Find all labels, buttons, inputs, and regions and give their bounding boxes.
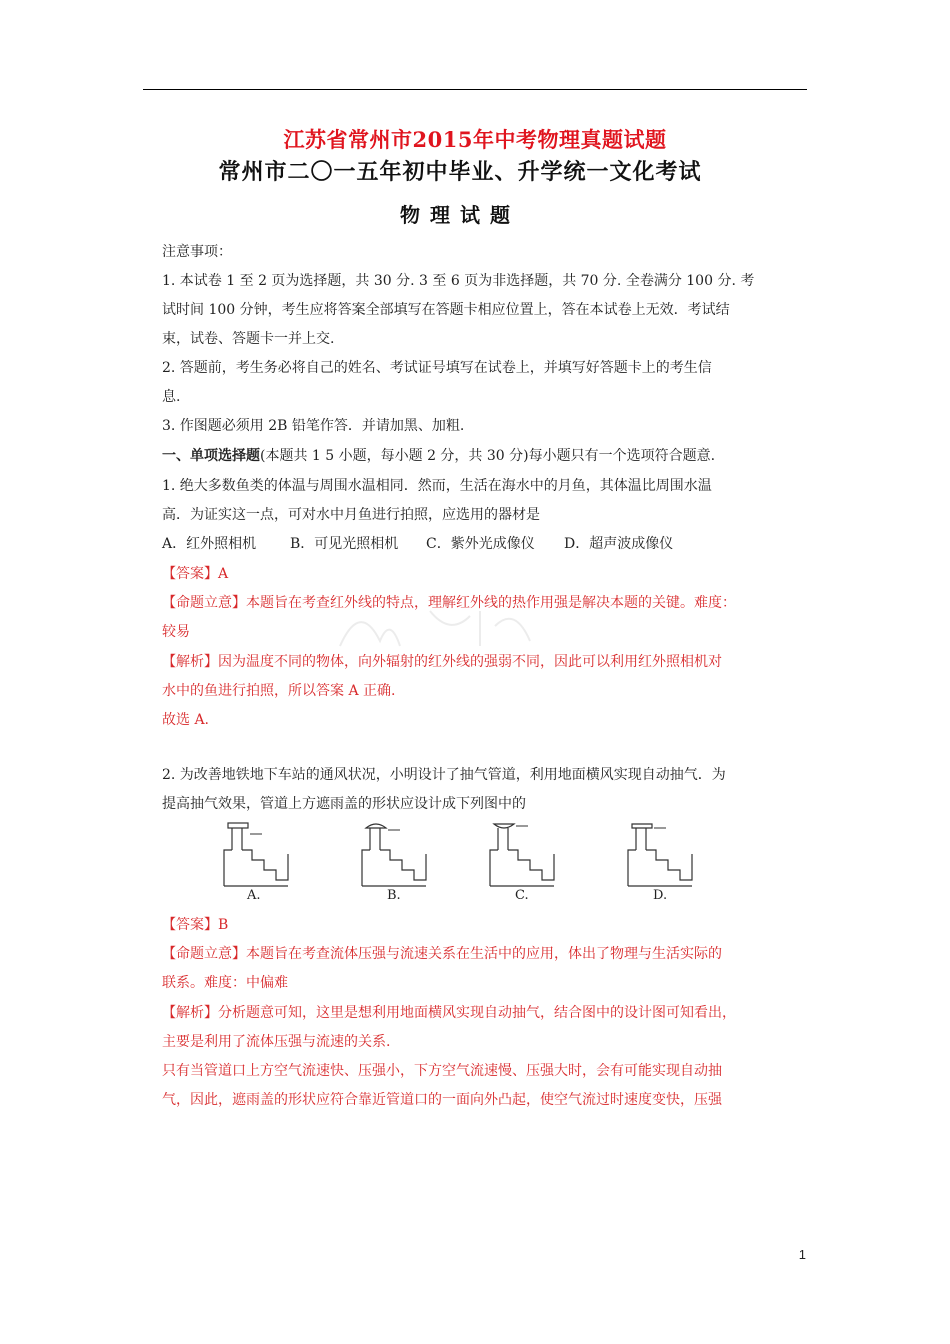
notice-line: 3. 作图题必须用 2B 铅笔作答．并请加黑、加粗. <box>162 418 465 434</box>
figure-a <box>222 820 292 888</box>
header-rule <box>143 89 807 90</box>
watermark-logo <box>330 596 570 656</box>
page-number: 1 <box>798 1247 806 1262</box>
figure-d <box>626 820 696 888</box>
page-title: 江苏省常州市2015年中考物理真题试题 <box>283 127 667 152</box>
exam-title: 常州市二〇一五年初中毕业、升学统一文化考试 <box>218 159 702 185</box>
subject-title: 物理试题 <box>400 203 520 227</box>
q2-intent: 联系。难度：中偏难 <box>162 975 288 991</box>
figure-b <box>360 820 430 888</box>
figure-c <box>488 820 558 888</box>
notice-line: 1. 本试卷 1 至 2 页为选择题，共 30 分. 3 至 6 页为非选择题，共 70 分. 全卷满分 100 分. 考 <box>162 273 755 289</box>
notice-line: 试时间 100 分钟，考生应将答案全部填写在答题卡相应位置上，答在本试卷上无效．考试结 <box>162 302 730 318</box>
figure-label-a: A. <box>247 888 261 903</box>
option-b: B．可见光照相机 <box>290 536 399 552</box>
section-title: 一、单项选择题 <box>162 448 260 464</box>
q2-analysis: 气，因此，遮雨盖的形状应符合靠近管道口的一面向外凸起，使空气流过时速度变快，压强 <box>162 1092 722 1108</box>
notice-heading: 注意事项： <box>162 244 232 260</box>
notice-line: 束，试卷、答题卡一并上交. <box>162 331 335 347</box>
q2-analysis: 【解析】分析题意可知，这里是想利用地面横风实现自动抽气，结合图中的设计图可知看出， <box>162 1005 736 1021</box>
question-1-text: 1. 绝大多数鱼类的体温与周围水温相同．然而，生活在海水中的月鱼，其体温比周围水温 <box>162 478 712 494</box>
question-1-text: 高．为证实这一点，可对水中月鱼进行拍照，应选用的器材是 <box>162 507 540 523</box>
option-d: D．超声波成像仪 <box>564 536 674 552</box>
figure-label-c: C. <box>515 888 529 903</box>
q1-intent: 较易 <box>162 624 190 640</box>
q2-analysis: 只有当管道口上方空气流速快、压强小，下方空气流速慢、压强大时，会有可能实现自动抽 <box>162 1063 722 1079</box>
question-2-text: 2. 为改善地铁地下车站的通风状况，小明设计了抽气管道，利用地面横风实现自动抽气．为 <box>162 767 726 783</box>
option-a: A．红外照相机 <box>162 536 257 552</box>
question-2-text: 提高抽气效果，管道上方遮雨盖的形状应设计成下列图中的 <box>162 796 526 812</box>
notice-line: 息. <box>162 389 181 405</box>
figure-label-b: B. <box>387 888 401 903</box>
q2-answer: 【答案】B <box>162 917 229 933</box>
q1-analysis: 水中的鱼进行拍照，所以答案 A 正确. <box>162 683 396 699</box>
q1-answer: 【答案】A <box>162 566 229 582</box>
option-c: C．紫外光成像仪 <box>426 536 535 552</box>
q2-intent: 【命题立意】本题旨在考查流体压强与流速关系在生活中的应用，体出了物理与生活实际的 <box>162 946 722 962</box>
q1-analysis: 【解析】因为温度不同的物体，向外辐射的红外线的强弱不同，因此可以利用红外照相机对 <box>162 654 722 670</box>
section-heading <box>162 446 715 466</box>
notice-line: 2. 答题前，考生务必将自己的姓名、考试证号填写在试卷上，并填写好答题卡上的考生信 <box>162 360 712 376</box>
figure-label-d: D. <box>653 888 668 903</box>
section-desc: (本题共 1 5 小题，每小题 2 分，共 30 分)每小题只有一个选项符合题意. <box>260 448 716 464</box>
q2-analysis: 主要是利用了流体压强与流速的关系. <box>162 1034 391 1050</box>
q1-analysis: 故选 A. <box>162 712 210 728</box>
q1-intent: 【命题立意】本题旨在考查红外线的特点，理解红外线的热作用强是解决本题的关键。难度： <box>162 595 736 611</box>
question-1-options <box>162 534 673 554</box>
